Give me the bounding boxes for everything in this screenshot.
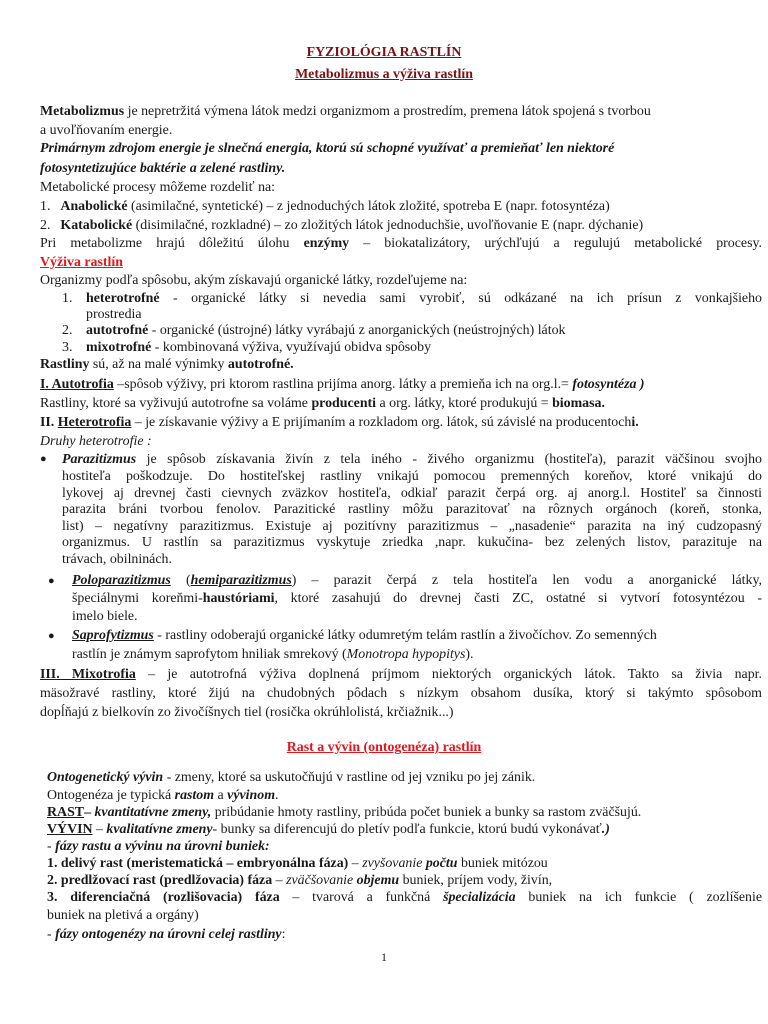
parazitizmus-line-4: parazita bráni tvorbou fenolov. Parazitické rastliny môžu parazitovať na rôznych orgánoch (koreň, stonka,: [62, 502, 762, 517]
vyziva-item-num-2: 2.: [62, 323, 73, 338]
vyziva-item-heterotrofne: heterotrofné - organické látky si nevedia sami vyrobiť, sú odkázané na ich prísun z vonkajšieho: [86, 291, 762, 306]
poloparazitizmus-line-1: Poloparazitizmus (hemiparazitizmus) – parazit čerpá z tela hostiteľa len vodu a anorganické látky,: [72, 573, 762, 588]
vyziva-item-num-3: 3.: [62, 340, 73, 355]
mixotrofia-line-2: mäsožravé rastliny, ktoré žijú na chudobných pôdach s nízkym obsahom dusíka, ktorý si takýmto spôsobom: [40, 686, 762, 701]
rast-line-3: RAST– kvantitatívne zmeny, pribúdanie hmoty rastliny, pribúda počet buniek a bunky sa rastom zväčšujú.: [47, 805, 642, 820]
mixotrofia-line-3: dopĺňajú z bielkovín zo živočíšnych tiel (rosička okrúhlolistá, krčiažnik...): [40, 705, 454, 720]
vyziva-rastliny-autotrofne: Rastliny sú, až na malé výnimky autotrofné.: [40, 357, 294, 372]
parazitizmus-line-3: lykovej aj drevnej časti cievnych zväzkov hostiteľa, odkiaľ parazit čerpá org. aj anorg.l. Hostiteľ sa činnosti: [62, 486, 762, 501]
rast-line-1: Ontogenetický vývin - zmeny, ktoré sa uskutočňujú v rastline od jej vzniku po jej zánik.: [47, 770, 536, 785]
rast-line-10: - fázy ontogenézy na úrovni celej rastliny:: [47, 927, 286, 942]
page-subtitle: Metabolizmus a výživa rastlín: [295, 67, 473, 82]
rast-line-9: buniek na pletivá a orgány): [47, 908, 199, 923]
metab-line-3: Primárnym zdrojom energie je slnečná energia, ktorú sú schopné využívať a premieňať len niektoré: [40, 141, 615, 156]
rast-line-5: - fázy rastu a vývinu na úrovni buniek:: [47, 839, 270, 854]
rast-line-2: Ontogenéza je typická rastom a vývinom.: [47, 788, 279, 803]
druhy-heterotrofie: Druhy heterotrofie :: [40, 434, 152, 449]
autotrofia-line-1: I. Autotrofia –spôsob výživy, pri ktorom rastlina prijíma anorg. látky a premieňa ich na org.l.= fotosyntéza ): [40, 377, 645, 392]
metab-line-5: Metabolické procesy môžeme rozdeliť na:: [40, 180, 276, 195]
rast-line-6: 1. delivý rast (meristematická – embryonálna fáza) – zvyšovanie počtu buniek mitózou: [47, 856, 548, 871]
vyziva-item-heterotrofne-cont: prostredia: [86, 307, 142, 322]
parazitizmus-line-7: trávach, obilninách.: [62, 552, 172, 567]
metab-item-catabolic: 2. Katabolické (disimilačné, rozkladné) – zo zložitých látok jednoduchšie, uvoľňovanie E (napr. dýchanie): [40, 218, 644, 233]
poloparazitizmus-line-3: imelo biele.: [72, 609, 138, 624]
bullet-icon: ●: [48, 575, 55, 587]
bullet-icon: ●: [40, 453, 47, 465]
metab-line-enzymes: Pri metabolizme hrajú dôležitú úlohu enzýmy – biokatalizátory, urýchľujú a regulujú metabolické procesy.: [40, 236, 762, 251]
mixotrofia-line-1: III. Mixotrofia – je autotrofná výživa doplnená príjmom niektorých organických látok. Takto sa živia napr.: [40, 667, 762, 682]
vyziva-item-autotrofne: autotrofné - organické (ústrojné) látky vyrábajú z anorganických (neústrojných) látok: [86, 323, 566, 338]
page-title: FYZIOLÓGIA RASTLÍN: [306, 45, 462, 60]
saprofytizmus-line-2: rastlín je známym saprofytom hniliak smrekový (Monotropa hypopitys).: [72, 647, 474, 662]
metab-line-4: fotosyntetizujúce baktérie a zelené rastliny.: [40, 161, 286, 176]
parazitizmus-line-6: organizmus. U rastlín sa parazitizmus vyskytuje zriedka ,napr. kukučina- bez zelených listov, parazituje na: [62, 535, 762, 550]
heterotrofia-line: II. Heterotrofia – je získavanie výživy a E prijímaním a rozkladom org. látok, sú závislé na producentochi.: [40, 415, 639, 430]
section-heading-vyziva: Výživa rastlín: [40, 255, 123, 270]
vyziva-intro: Organizmy podľa spôsobu, akým získavajú organické látky, rozdeľujeme na:: [40, 273, 468, 288]
rast-line-4: VÝVIN – kvalitatívne zmeny- bunky sa diferencujú do pletív podľa funkcie, ktorú budú vykonávať.): [47, 822, 610, 837]
vyziva-item-mixotrofne: mixotrofné - kombinovaná výživa, využívajú obidva spôsoby: [86, 340, 432, 355]
section-heading-rast: Rast a vývin (ontogenéza) rastlín: [286, 740, 482, 755]
rast-line-8: 3. diferenciačná (rozlišovacia) fáza – tvarová a funkčná špecializácia buniek na ich funkcie ( zozlíšenie: [47, 890, 762, 905]
autotrofia-line-2: Rastliny, ktoré sa vyživujú autotrofne sa voláme producenti a org. látky, ktoré produkujú = biomasa.: [40, 396, 605, 411]
vyziva-item-num-1: 1.: [62, 291, 73, 306]
parazitizmus-line-5: list) – negatívny parazitizmus. Existuje aj pozitívny parazitizmus – „nasadenie“ parazita na iný cudzopasný: [62, 519, 762, 534]
metab-line-1: Metabolizmus je nepretržitá výmena látok medzi organizmom a prostredím, premena látok spojená s tvorbou: [40, 104, 651, 119]
bullet-icon: ●: [48, 630, 55, 642]
page-number: 1: [381, 950, 387, 964]
metab-item-anabolic: 1. Anabolické (asimilačné, syntetické) – z jednoduchých látok zložité, spotreba E (napr. fotosyntéza): [40, 199, 610, 214]
saprofytizmus-line-1: Saprofytizmus - rastliny odoberajú organické látky odumretým telám rastlín a živočíchov. Zo semenných: [72, 628, 657, 643]
rast-line-7: 2. predlžovací rast (predlžovacia) fáza – zväčšovanie objemu buniek, príjem vody, živín,: [47, 873, 553, 888]
parazitizmus-line-1: Parazitizmus je spôsob získavania živín z tela iného - živého organizmu (hostiteľa), parazit väčšinou svojho: [62, 452, 762, 467]
metab-line-2: a uvoľňovaním energie.: [40, 123, 173, 138]
parazitizmus-line-2: hostiteľa poškodzuje. Do hostiteľskej rastliny vnikajú pomocou premenných koreňov, ktoré vnikajú do: [62, 469, 762, 484]
poloparazitizmus-line-2: špeciálnymi koreňmi-haustóriami, ktoré zasahujú do drevnej časti ZC, ostatné si vytvorí fotosyntézou -: [72, 591, 762, 606]
